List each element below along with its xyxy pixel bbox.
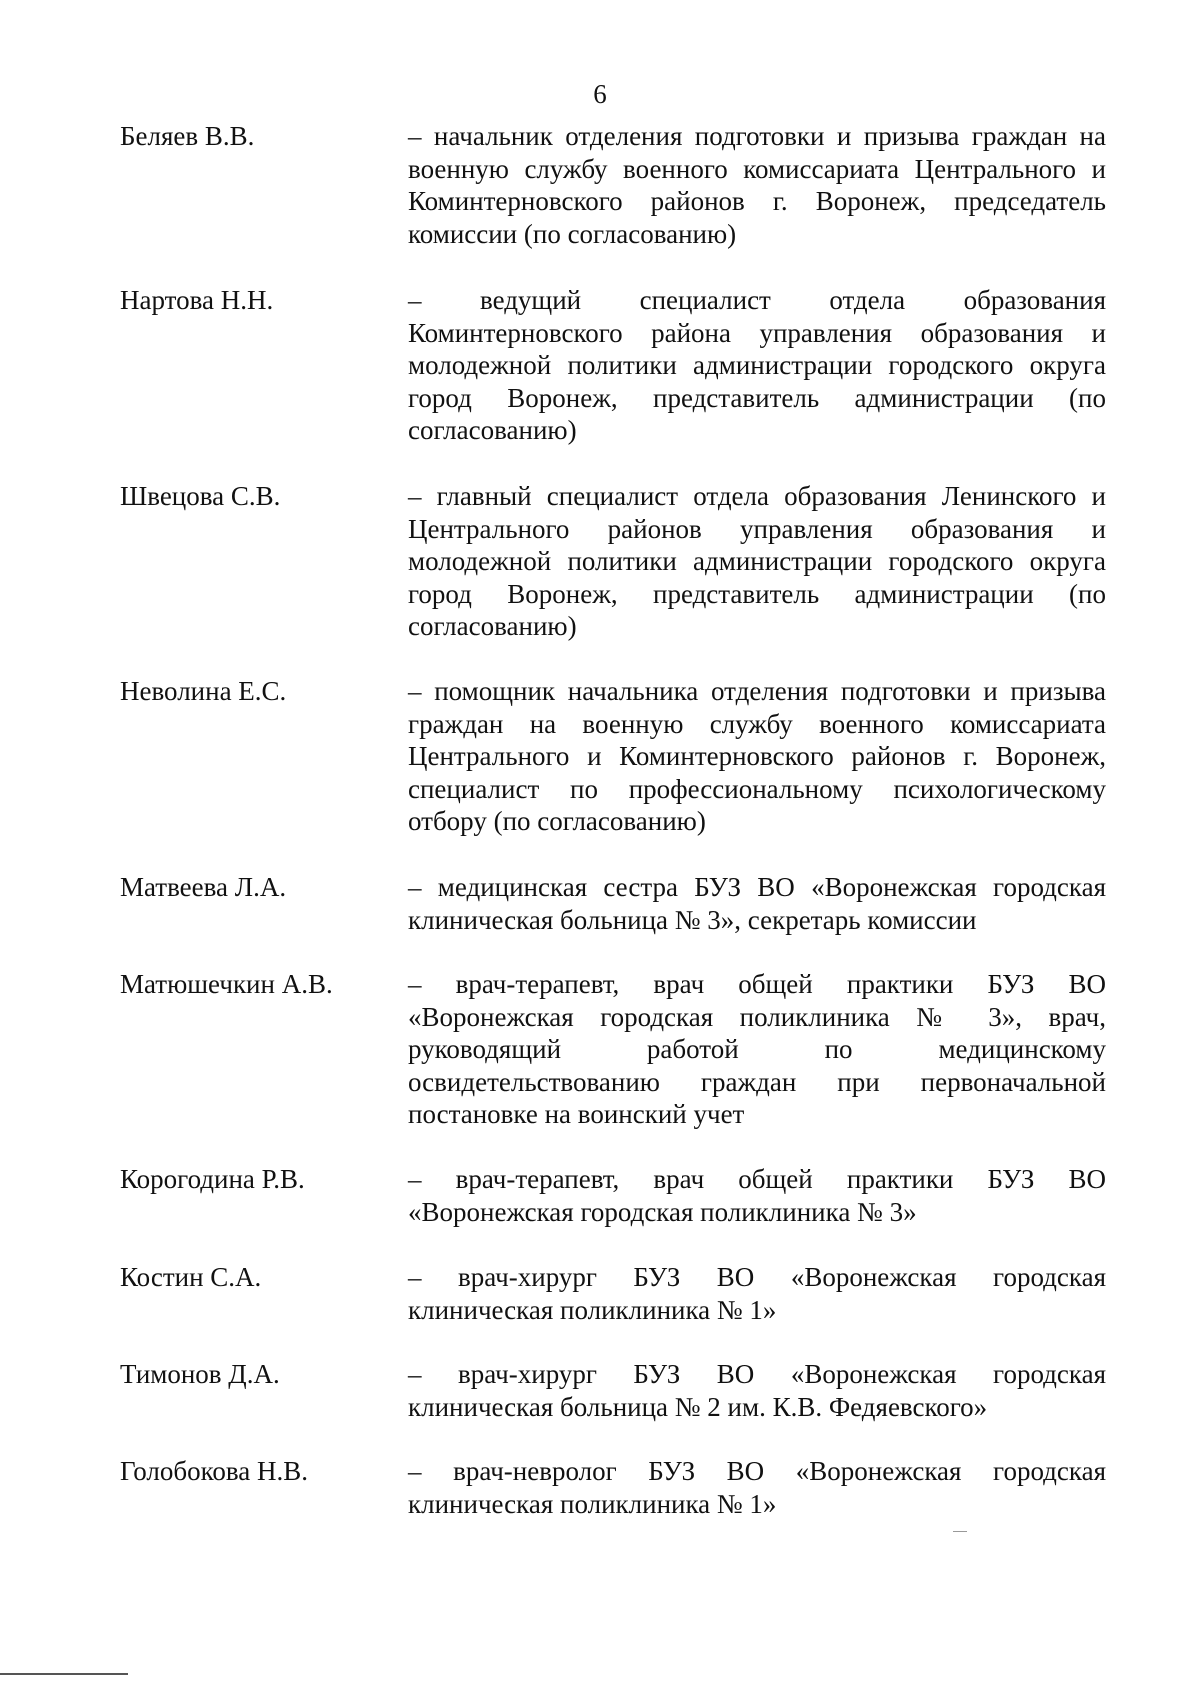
member-name: Голобокова Н.В. (120, 1456, 308, 1486)
member-role: – врач-терапевт, врач общей практики БУЗ ВО «Воронежская городская поликлиника № 3» (408, 1164, 1106, 1227)
member-role: – медицинская сестра БУЗ ВО «Воронежская городская клиническая больница № 3», секретарь комиссии (408, 872, 1106, 935)
page-number: 6 (593, 79, 607, 109)
member-role: – начальник отделения подготовки и призыва граждан на военную службу военного комиссариата Центрального и Коминтерновского районов г. Воронеж, председатель комиссии (по согласованию) (408, 121, 1106, 249)
member-role: – врач-невролог БУЗ ВО «Воронежская городская клиническая поликлиника № 1» (408, 1456, 1106, 1519)
member-name: Беляев В.В. (120, 121, 255, 151)
scan-artifact-dot (953, 1531, 967, 1532)
member-role: – ведущий специалист отдела образования Коминтерновского района управления образования и молодежной политики администрации городского округа город Воронеж, представитель администрации (по согласованию) (408, 285, 1106, 445)
member-role: – врач-терапевт, врач общей практики БУЗ ВО «Воронежская городская поликлиника № 3», врач, руководящий работой по медицинскому освидетельствованию граждан при первоначальной постановке на воинский учет (408, 969, 1106, 1129)
member-role: – помощник начальника отделения подготовки и призыва граждан на военную службу военного комиссариата Центрального и Коминтерновского районов г. Воронеж, специалист по профессиональному психологическому отбору (по согласованию) (408, 676, 1106, 836)
member-role: – главный специалист отдела образования Ленинского и Центрального районов управления образования и молодежной политики администрации городского округа город Воронеж, представитель администрации (по согласованию) (408, 481, 1106, 641)
member-role: – врач-хирург БУЗ ВО «Воронежская городская клиническая поликлиника № 1» (408, 1262, 1106, 1325)
member-name: Костин С.А. (120, 1262, 262, 1292)
member-name: Матвеева Л.А. (120, 872, 287, 902)
member-name: Нартова Н.Н. (120, 285, 274, 315)
member-name: Швецова С.В. (120, 481, 281, 511)
member-name: Тимонов Д.А. (120, 1359, 280, 1389)
scan-artifact-line (0, 1673, 128, 1675)
member-name: Корогодина Р.В. (120, 1164, 305, 1194)
member-name: Матюшечкин А.В. (120, 969, 333, 999)
member-name: Неволина Е.С. (120, 676, 287, 706)
member-role: – врач-хирург БУЗ ВО «Воронежская городская клиническая больница № 2 им. К.В. Федяевского» (408, 1359, 1106, 1422)
